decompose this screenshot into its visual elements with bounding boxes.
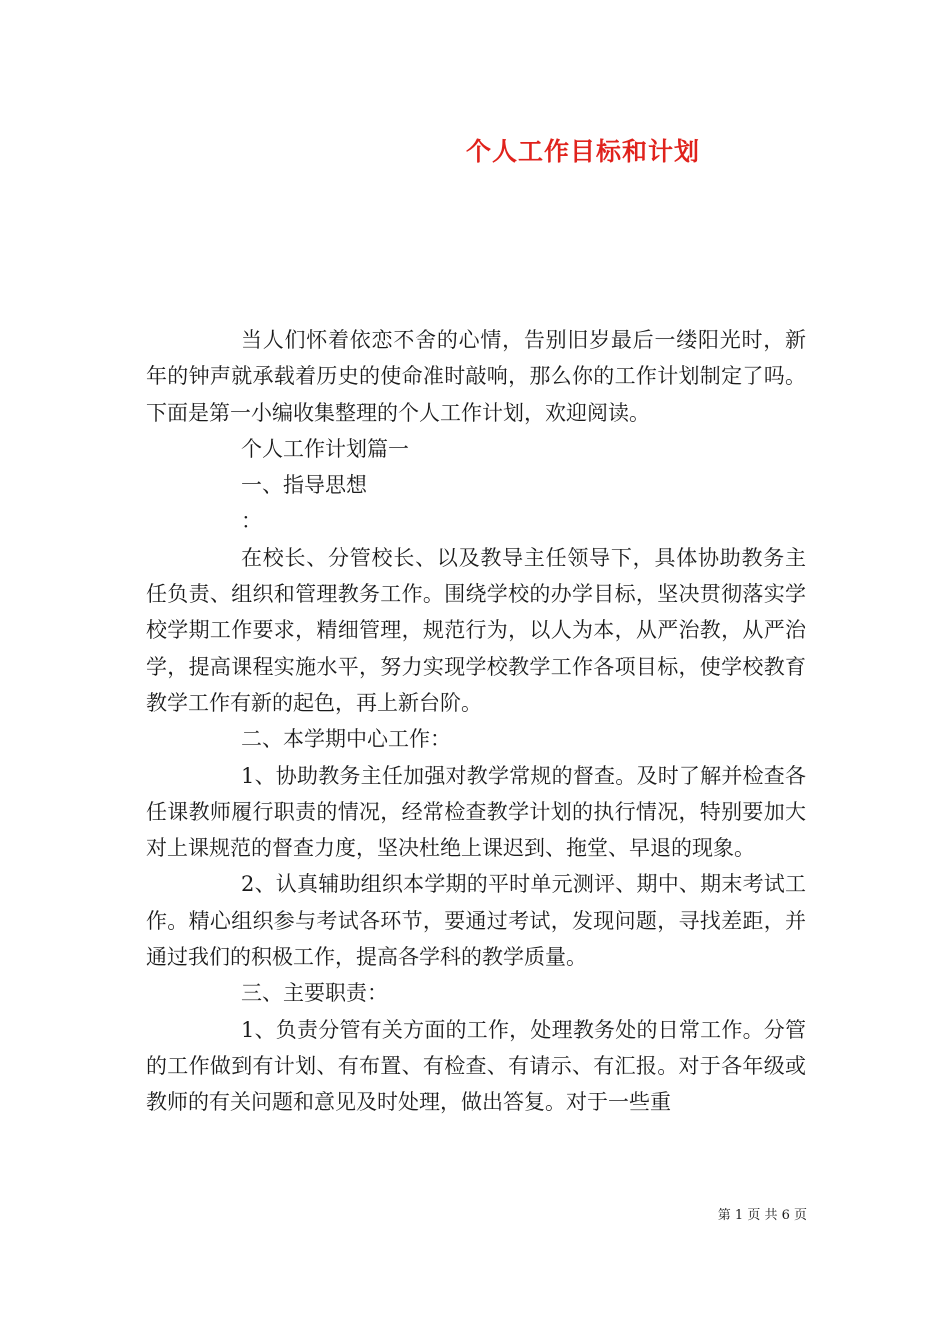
paragraph-central-work-2: 2、认真辅助组织本学期的平时单元测评、期中、期末考试工作。精心组织参与考试各环节，要通过考试，发现问题，寻找差距，并通过我们的积极工作，提高各学科的教学质量。 [146,872,806,970]
paragraph-guiding-thought: 在校长、分管校长、以及教导主任领导下，具体协助教务主任负责、组织和管理教务工作。围绕学校的办学目标，坚决贯彻落实学校学期工作要求，精细管理，规范行为，以人为本，从严治教，从严治学，提高课程实施水平，努力实现学校教学工作各项目标，使学校教育教学工作有新的起色，再上新台阶。 [146,545,806,715]
section-heading-main-duties: 三、主要职责： [241,981,388,1006]
paragraph-main-duties-1: 1、负责分管有关方面的工作，处理教务处的日常工作。分管的工作做到有计划、有布置、有检查、有请示、有汇报。对于各年级或教师的有关问题和意见及时处理，做出答复。对于一些重 [146,1017,806,1115]
page-number-footer: 第 1 页 共 6 页 [717,1208,807,1223]
section-heading-plan-one: 个人工作计划篇一 [241,436,409,461]
colon-line: ： [241,509,262,534]
section-heading-central-work: 二、本学期中心工作： [241,727,451,752]
paragraph-central-work-1: 1、协助教务主任加强对教学常规的督查。及时了解并检查各任课教师履行职责的情况，经常检查教学计划的执行情况，特别要加大对上课规范的督查力度，坚决杜绝上课迟到、拖堂、早退的现象。 [146,763,806,861]
paragraph-intro: 当人们怀着依恋不舍的心情，告别旧岁最后一缕阳光时，新年的钟声就承载着历史的使命准时敲响，那么你的工作计划制定了吗。下面是第一小编收集整理的个人工作计划，欢迎阅读。 [146,328,806,425]
document-title: 个人工作目标和计划 [465,137,700,166]
document-body [146,322,806,1121]
section-heading-guiding-thought: 一、指导思想 [241,473,367,498]
